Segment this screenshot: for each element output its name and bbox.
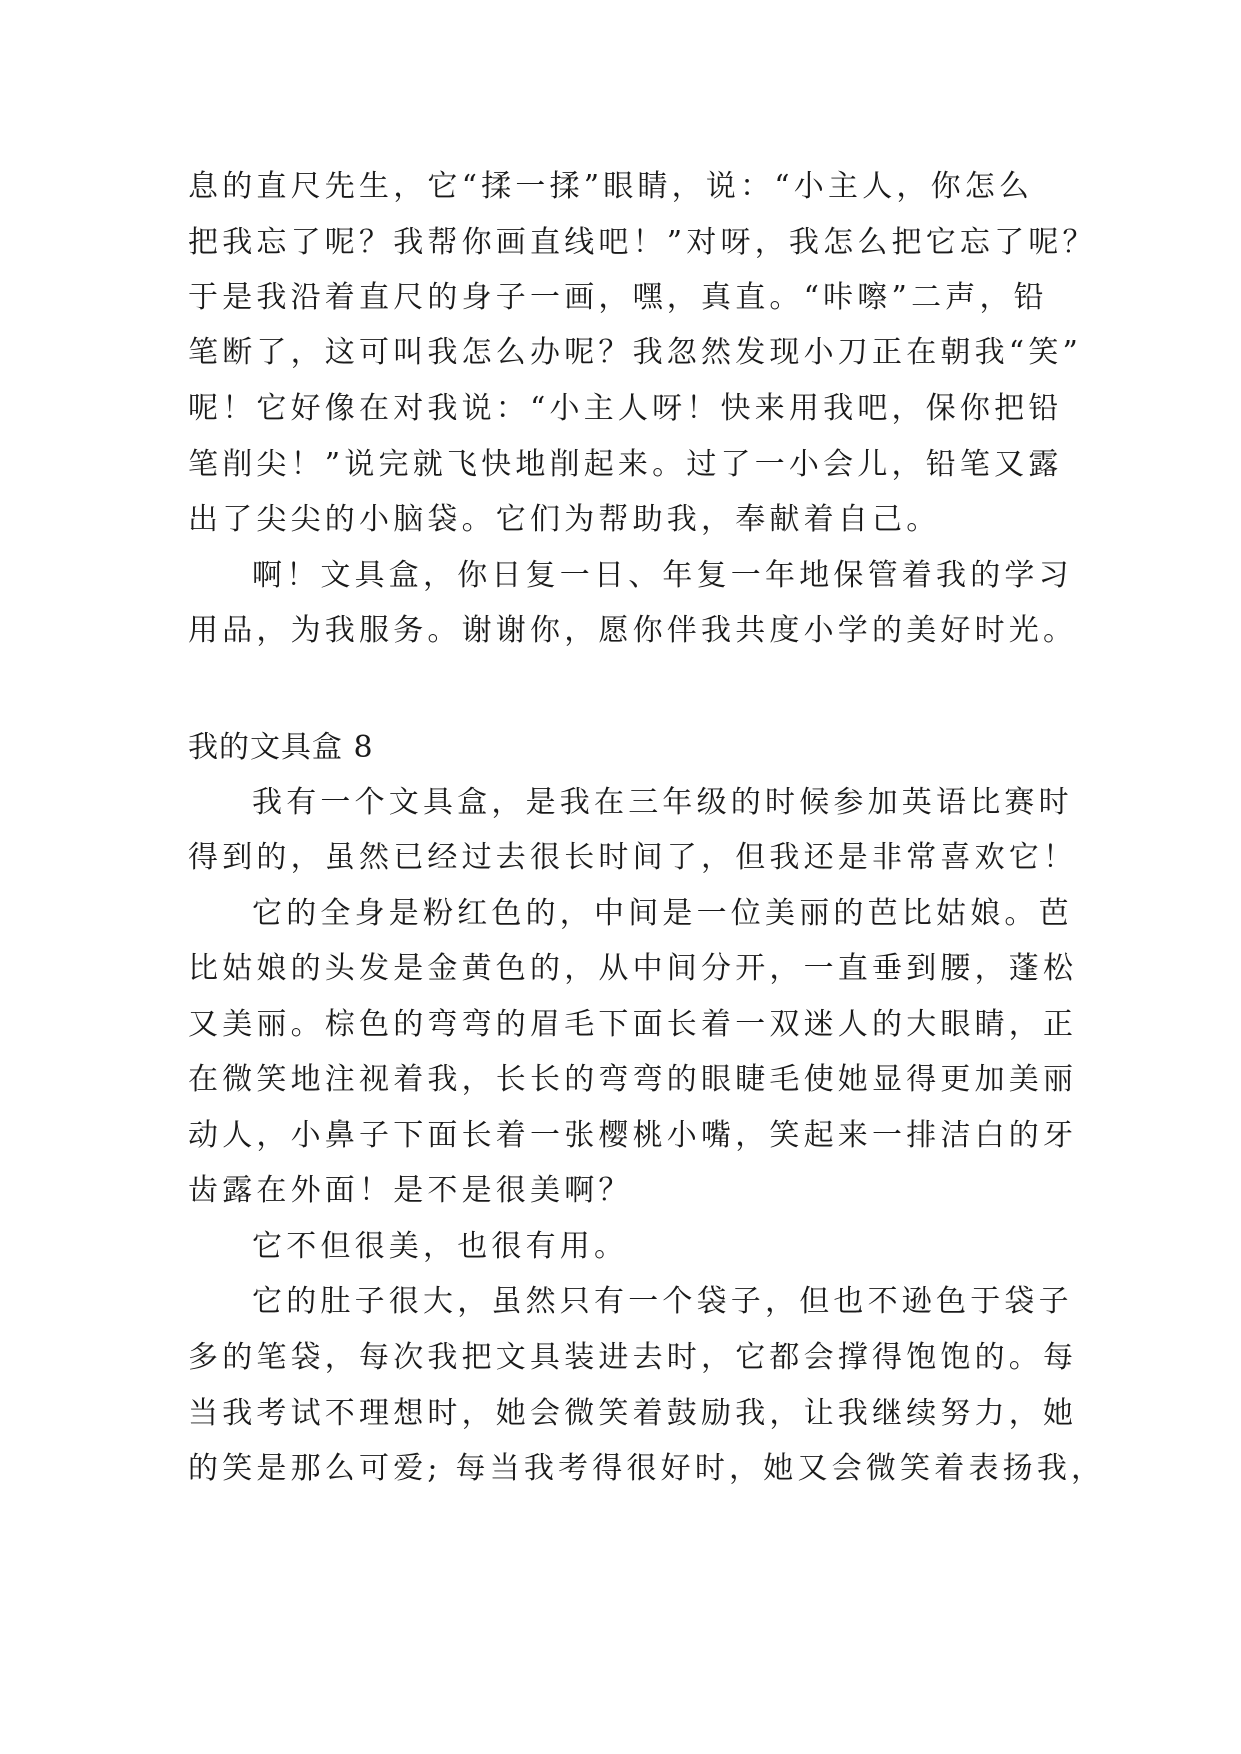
paragraph-line: 出了尖尖的小脑袋。它们为帮助我，奉献着自己。 — [188, 502, 941, 537]
paragraph-line: 把我忘了呢？我帮你画直线吧！”对呀，我怎么把它忘了呢？ — [188, 225, 1097, 260]
paragraph-first-line: 它不但很美，也很有用。 — [252, 1229, 629, 1264]
paragraph-line: 多的笔袋，每次我把文具装进去时，它都会撑得饱饱的。每 — [188, 1340, 1078, 1375]
paragraph-first-line: 我有一个文具盒，是我在三年级的时候参加英语比赛时 — [252, 785, 1073, 820]
paragraph-line: 息的直尺先生，它“揉一揉”眼睛，说：“小主人，你怎么 — [188, 169, 1034, 204]
paragraph-line: 当我考试不理想时，她会微笑着鼓励我，让我继续努力，她 — [188, 1396, 1078, 1431]
paragraph-line: 比姑娘的头发是金黄色的，从中间分开，一直垂到腰，蓬松 — [188, 951, 1078, 986]
paragraph-line: 笔削尖！”说完就飞快地削起来。过了一小会儿，铅笔又露 — [188, 447, 1063, 482]
paragraph-line: 在微笑地注视着我，长长的弯弯的眼睫毛使她显得更加美丽 — [188, 1062, 1078, 1097]
paragraph-line: 又美丽。棕色的弯弯的眉毛下面长着一双迷人的大眼睛，正 — [188, 1007, 1078, 1042]
paragraph-line: 动人，小鼻子下面长着一张樱桃小嘴，笑起来一排洁白的牙 — [188, 1118, 1078, 1153]
paragraph-line: 的笑是那么可爱; 每当我考得很好时，她又会微笑着表扬我， — [188, 1451, 1106, 1486]
paragraph-line: 笔断了，这可叫我怎么办呢？我忽然发现小刀正在朝我“笑” — [188, 335, 1083, 370]
paragraph-first-line: 它的肚子很大，虽然只有一个袋子，但也不逊色于袋子 — [252, 1284, 1073, 1319]
section-title: 我的文具盒 8 — [188, 730, 374, 765]
paragraph-line: 于是我沿着直尺的身子一画，嘿，真直。“咔嚓”二声，铅 — [188, 280, 1048, 315]
paragraph-line: 呢！它好像在对我说：“小主人呀！快来用我吧，保你把铅 — [188, 391, 1063, 426]
paragraph-line: 用品，为我服务。谢谢你，愿你伴我共度小学的美好时光。 — [188, 613, 1078, 648]
paragraph-line: 得到的，虽然已经过去很长时间了，但我还是非常喜欢它！ — [188, 840, 1078, 875]
paragraph-line: 齿露在外面！是不是很美啊？ — [188, 1173, 633, 1208]
paragraph-first-line: 它的全身是粉红色的，中间是一位美丽的芭比姑娘。芭 — [252, 896, 1073, 931]
paragraph-first-line: 啊！文具盒，你日复一日、年复一年地保管着我的学习 — [252, 558, 1073, 593]
